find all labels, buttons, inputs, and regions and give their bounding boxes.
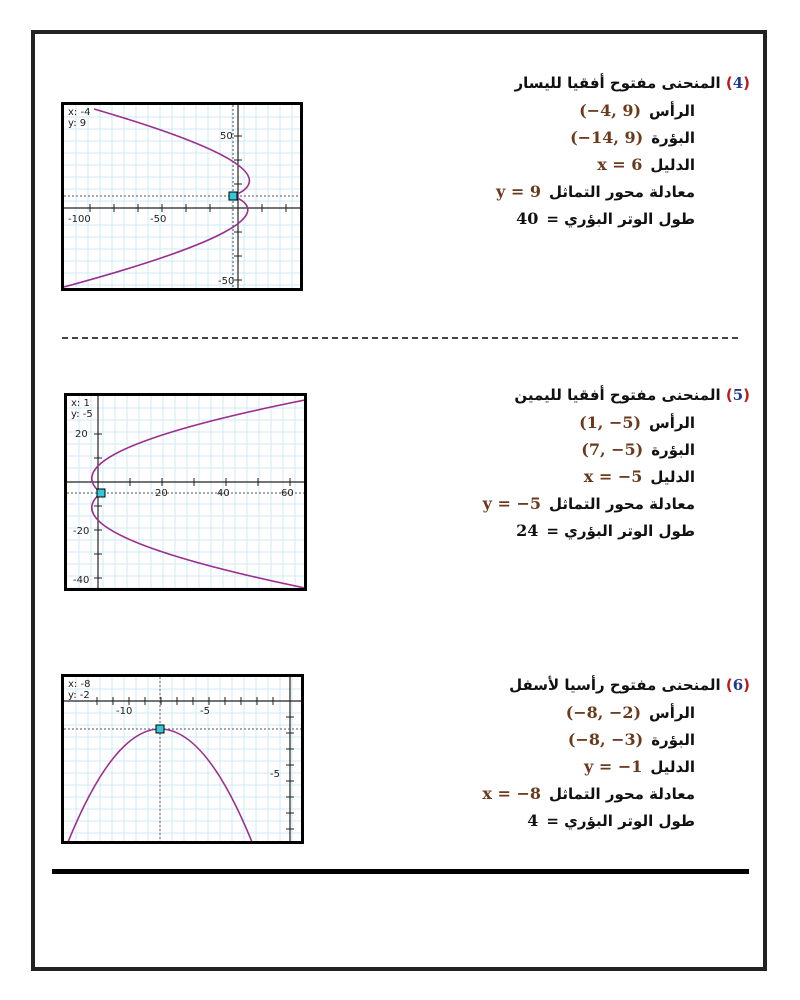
tick-label: -10 [116,706,133,717]
vertex-value: (1, −5) [579,413,642,432]
problem-title: (4) المنحنى مفتوح أفقيا لليسار [514,74,750,92]
problem-title: (6) المنحنى مفتوح رأسيا لأسفل [509,676,750,694]
directrix-value: x = −5 [583,467,643,486]
vertex-marker[interactable] [229,192,237,200]
trace-readout: x: -4 y: 9 [68,107,91,129]
axis-value: y = 9 [496,182,541,201]
latus-value: 40 [516,209,539,228]
section-divider-dashed [62,337,738,339]
problem-5-text: (5) المنحنى مفتوح أفقيا لليمين الرأس(1, −5) البؤرة(7, −5) الدليلx = −5 معادلة محور التماثلy = −5 طول الوتر البؤري =24 [483,382,750,544]
problem-4-text: (4) المنحنى مفتوح أفقيا لليسار الرأس(−4, 9) البؤرة(−14, 9) الدليلx = 6 معادلة محور التماثلy = 9 طول الوتر البؤري =40 [496,70,750,232]
directrix-value: y = −1 [584,757,643,776]
tick-label: -5 [200,706,210,717]
problem-6-text: (6) المنحنى مفتوح رأسيا لأسفل الرأس(−8, −2) البؤرة(−8, −3) الدليلy = −1 معادلة محور التماثلx = −8 طول الوتر البؤري =4 [482,672,750,834]
latus-value: 4 [527,811,539,830]
focus-value: (7, −5) [581,440,644,459]
graph-right-parabola [64,393,307,591]
focus-value: (−14, 9) [570,128,644,147]
focus-value: (−8, −3) [567,730,644,749]
vertex-value: (−8, −2) [565,703,642,722]
vertex-marker[interactable] [156,725,164,733]
tick-label: 20 [75,429,88,440]
trace-readout: x: -8 y: -2 [68,679,91,701]
tick-label: 50 [220,131,233,142]
tick-label: 40 [217,488,230,499]
tick-label: -40 [73,575,90,586]
tick-label: 20 [155,488,168,499]
graph-downward-parabola-plot [64,677,304,844]
tick-label: -100 [68,214,91,225]
vertex-marker[interactable] [97,489,105,497]
graph-right-parabola-plot [67,396,307,591]
latus-value: 24 [516,521,539,540]
directrix-value: x = 6 [597,155,643,174]
graph-left-parabola [61,102,303,291]
tick-label: 60 [281,488,294,499]
axis-value: y = −5 [482,494,541,513]
tick-label: -20 [73,526,90,537]
graph-left-parabola-plot [64,105,303,291]
trace-readout: x: 1 y: -5 [71,398,93,420]
tick-label: -50 [150,214,167,225]
axis-value: x = −8 [482,784,541,803]
graph-downward-parabola [61,674,304,844]
problem-title: (5) المنحنى مفتوح أفقيا لليمين [514,386,750,404]
tick-label: -5 [270,769,280,780]
section-divider-solid [52,869,749,874]
tick-label: -50 [218,276,235,287]
vertex-value: (−4, 9) [579,101,642,120]
